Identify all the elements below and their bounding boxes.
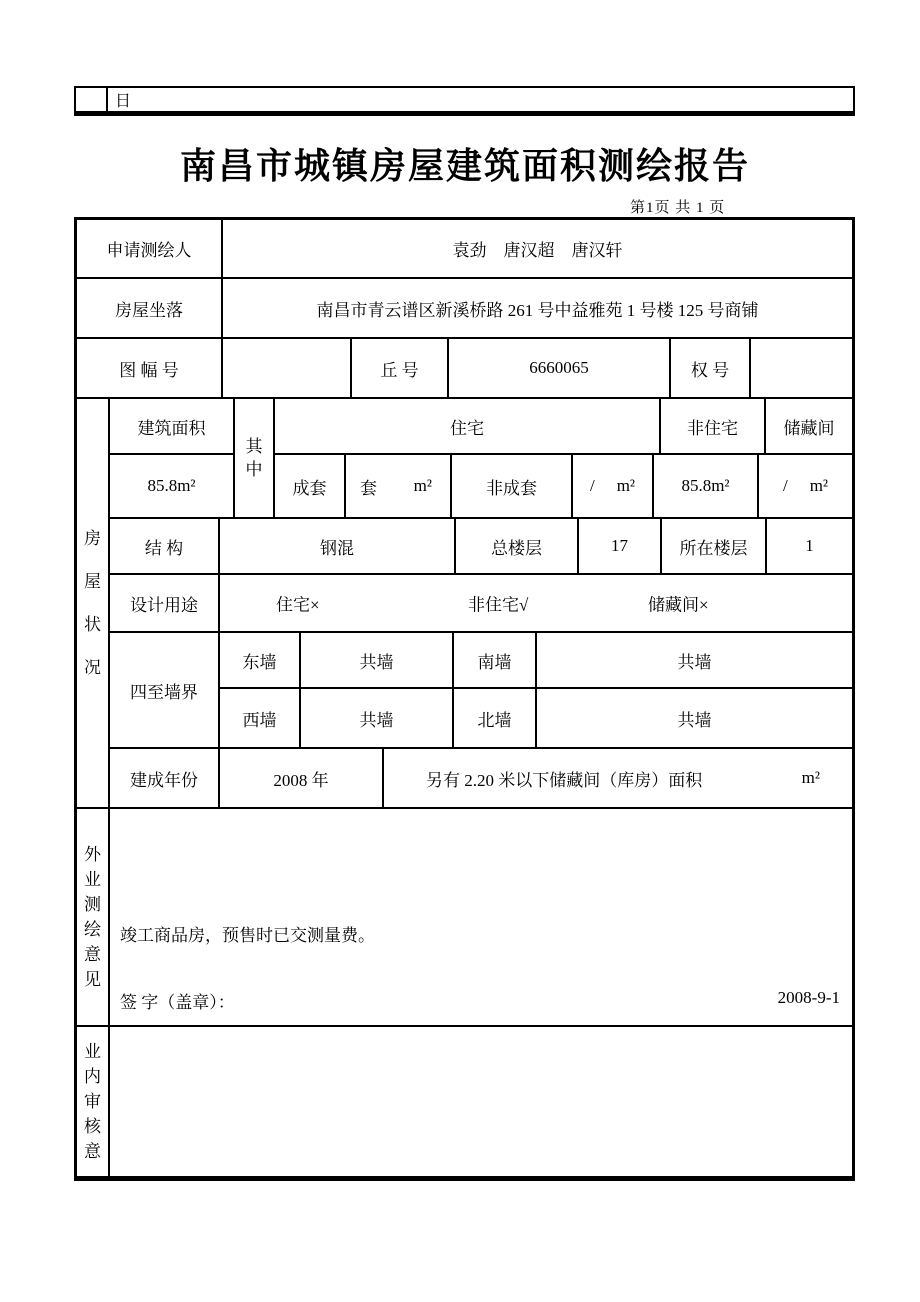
east-wall-label: 东墙: [220, 633, 301, 687]
sign-date: 2008-9-1: [777, 988, 840, 1007]
internal-review-section-label: 业 内 审 核 意: [77, 1027, 110, 1176]
design-use-values: [220, 575, 852, 631]
design-use-non-residential: 非住宅√: [468, 595, 529, 615]
applicant-label: 申请测绘人: [77, 220, 223, 277]
previous-table-fragment: [74, 86, 855, 116]
design-use-label: 设计用途: [110, 575, 220, 631]
year-value: 2008 年: [220, 749, 384, 807]
sign-label: 签 字（盖章）：: [120, 993, 235, 1012]
location-label: 房屋坐落: [77, 279, 223, 337]
walls-label: 四至墙界: [110, 633, 220, 747]
internal-review-content: [110, 1027, 852, 1176]
non-complete-value-cell: / m²: [573, 455, 654, 517]
location-value: 南昌市青云谱区新溪桥路 261 号中益雅苑 1 号楼 125 号商铺: [316, 300, 759, 320]
numbers-row: [77, 339, 852, 399]
field-survey-section-label: 外 业 测 绘 意 见: [77, 809, 110, 1025]
applicant-row: [77, 220, 852, 279]
fragment-empty-cell: [76, 88, 108, 111]
floor-area-detail: [275, 399, 852, 517]
among-label: 其 中: [235, 399, 275, 517]
extra-storage-label: 另有 2.20 米以下储藏间（库房）面积: [426, 770, 703, 790]
floor-area-label: 建筑面积: [137, 418, 206, 438]
walls-detail: [220, 633, 852, 747]
map-no-label: 图 幅 号: [77, 339, 223, 397]
structure-value: 钢混: [220, 519, 456, 573]
page-indicator: 第1页 共 1 页: [630, 200, 726, 216]
location-row: [77, 279, 852, 339]
non-residential-header: 非住宅: [661, 399, 766, 453]
floor-area-value: 85.8m²: [147, 476, 196, 495]
house-status-content: [110, 399, 852, 807]
south-wall-value: 共墙: [677, 652, 712, 672]
storage-header: 储藏间: [783, 418, 835, 438]
north-wall-value: 共墙: [677, 710, 712, 730]
non-residential-value: 85.8m²: [654, 455, 759, 517]
design-use-residential: 住宅×: [276, 595, 320, 615]
residential-header: 住宅: [275, 399, 661, 453]
field-survey-comment: 竣工商品房，预售时已交测量费。: [120, 926, 375, 945]
right-no-value: [751, 339, 852, 397]
total-floors-label: 总楼层: [456, 519, 579, 573]
structure-row: [110, 519, 852, 575]
right-no-label: 权 号: [671, 339, 751, 397]
field-survey-signrow: [120, 988, 840, 1013]
extra-storage-cell: [384, 749, 852, 807]
plot-no-value: 6660065: [449, 339, 671, 397]
storage-value-cell: / m²: [782, 476, 829, 495]
walls-rows: [110, 633, 852, 749]
south-wall-label: 南墙: [454, 633, 537, 687]
west-wall-value: 共墙: [301, 689, 454, 747]
floor-area-col: [110, 399, 233, 517]
east-wall-value: 共墙: [301, 633, 454, 687]
non-complete-label: 非成套: [452, 455, 573, 517]
extra-storage-unit: m²: [801, 768, 820, 787]
floor-value: 1: [805, 536, 814, 555]
structure-label: 结 构: [110, 519, 220, 573]
set-cell: 套 m²: [346, 455, 452, 517]
field-survey-content: [110, 809, 852, 1025]
report-table: [74, 217, 855, 1181]
house-status-band: [77, 399, 852, 809]
fragment-day-cell: 日: [115, 93, 132, 110]
design-use-storage: 储藏间×: [648, 595, 709, 615]
internal-review-band: [77, 1027, 852, 1176]
complete-set-label: 成套: [275, 455, 346, 517]
floor-area-rows: [110, 399, 852, 519]
map-no-value: [223, 339, 352, 397]
report-title: 南昌市城镇房屋建筑面积测绘报告: [179, 145, 750, 186]
west-wall-label: 西墙: [220, 689, 301, 747]
house-status-section-label: 房 屋 状 况: [77, 399, 110, 807]
plot-no-label: 丘 号: [352, 339, 449, 397]
year-label: 建成年份: [110, 749, 220, 807]
north-wall-label: 北墙: [454, 689, 537, 747]
applicant-value: 袁劲 唐汉超 唐汉轩: [452, 241, 623, 260]
field-survey-band: [77, 809, 852, 1027]
floor-label: 所在楼层: [662, 519, 767, 573]
year-row: [110, 749, 852, 807]
design-use-row: [110, 575, 852, 633]
total-floors-value: 17: [579, 519, 662, 573]
